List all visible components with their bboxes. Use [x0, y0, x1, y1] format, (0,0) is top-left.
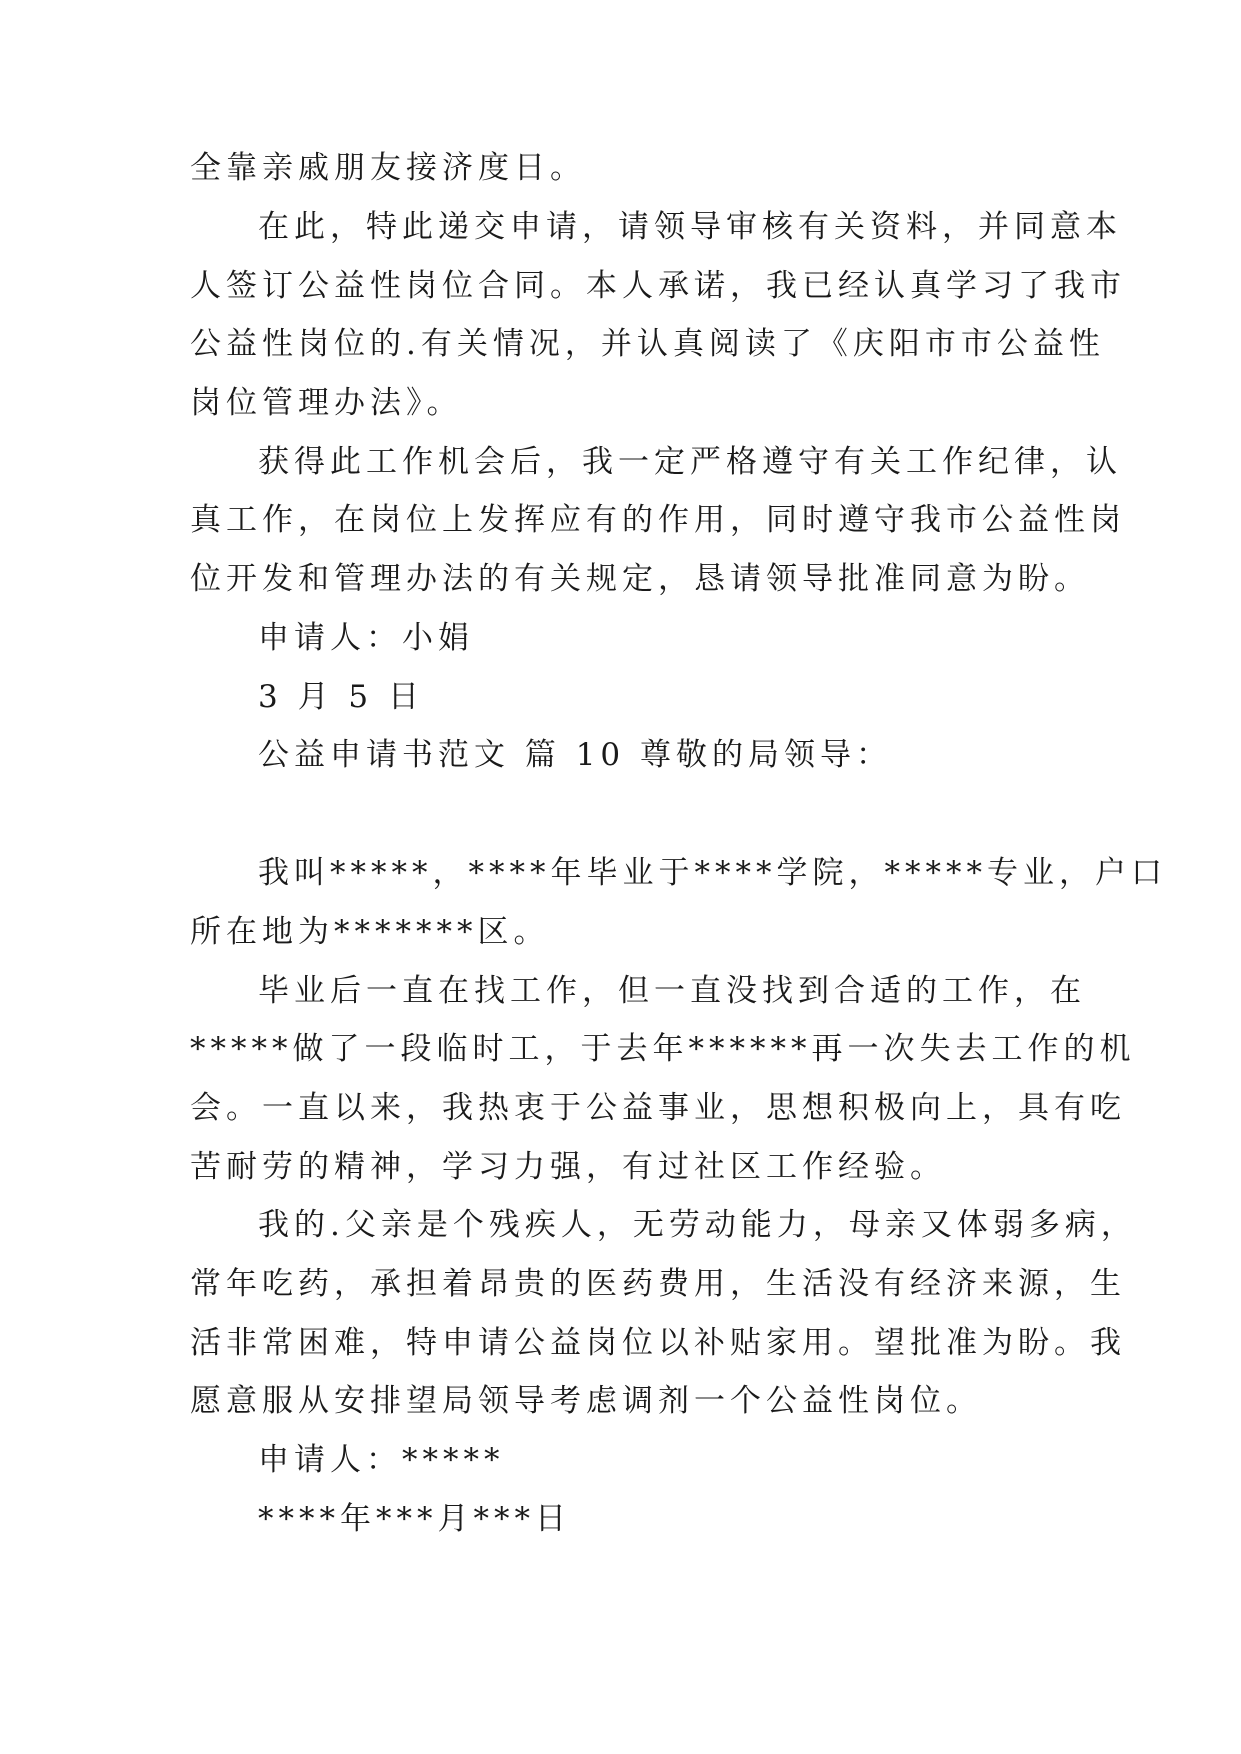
paragraph-line: 常年吃药，承担着昂贵的医药费用，生活没有经济来源，生 — [190, 1266, 1126, 1302]
paragraph-line: 会。一直以来，我热衷于公益事业，思想积极向上，具有吃 — [190, 1090, 1126, 1126]
paragraph-line: 人签订公益性岗位合同。本人承诺，我已经认真学习了我市 — [190, 268, 1126, 304]
paragraph-line: 真工作，在岗位上发挥应有的作用，同时遵守我市公益性岗 — [190, 502, 1126, 538]
section-heading: 公益申请书范文 篇 10 尊敬的局领导： — [258, 737, 893, 773]
paragraph-line: 毕业后一直在找工作，但一直没找到合适的工作，在 — [258, 973, 1086, 1009]
paragraph-line: 所在地为*******区。 — [190, 914, 550, 950]
paragraph-line: 在此，特此递交申请，请领导审核有关资料，并同意本 — [258, 209, 1122, 245]
paragraph-line: 岗位管理办法》。 — [190, 385, 463, 421]
paragraph-line: 公益性岗位的.有关情况，并认真阅读了《庆阳市市公益性 — [190, 326, 1105, 362]
date-line: 3 月 5 日 — [258, 679, 425, 715]
paragraph-line: *****做了一段临时工，于去年******再一次失去工作的机 — [190, 1031, 1136, 1067]
paragraph-line: 苦耐劳的精神，学习力强，有过社区工作经验。 — [190, 1149, 946, 1185]
paragraph-line: 全靠亲戚朋友接济度日。 — [190, 150, 586, 186]
paragraph-line: 位开发和管理办法的有关规定，恳请领导批准同意为盼。 — [190, 561, 1090, 597]
paragraph-line: 活非常困难，特申请公益岗位以补贴家用。望批准为盼。我 — [190, 1325, 1126, 1361]
paragraph-line: 我的.父亲是个残疾人，无劳动能力，母亲又体弱多病， — [258, 1207, 1137, 1243]
signature-line: 申请人：小娟 — [258, 620, 474, 656]
paragraph-line: 获得此工作机会后，我一定严格遵守有关工作纪律，认 — [258, 444, 1122, 480]
paragraph-line: 我叫*****，****年毕业于****学院，*****专业，户口 — [258, 855, 1167, 891]
paragraph-line: 愿意服从安排望局领导考虑调剂一个公益性岗位。 — [190, 1383, 982, 1419]
date-line: ****年***月***日 — [258, 1501, 571, 1537]
signature-line: 申请人：***** — [258, 1442, 505, 1478]
